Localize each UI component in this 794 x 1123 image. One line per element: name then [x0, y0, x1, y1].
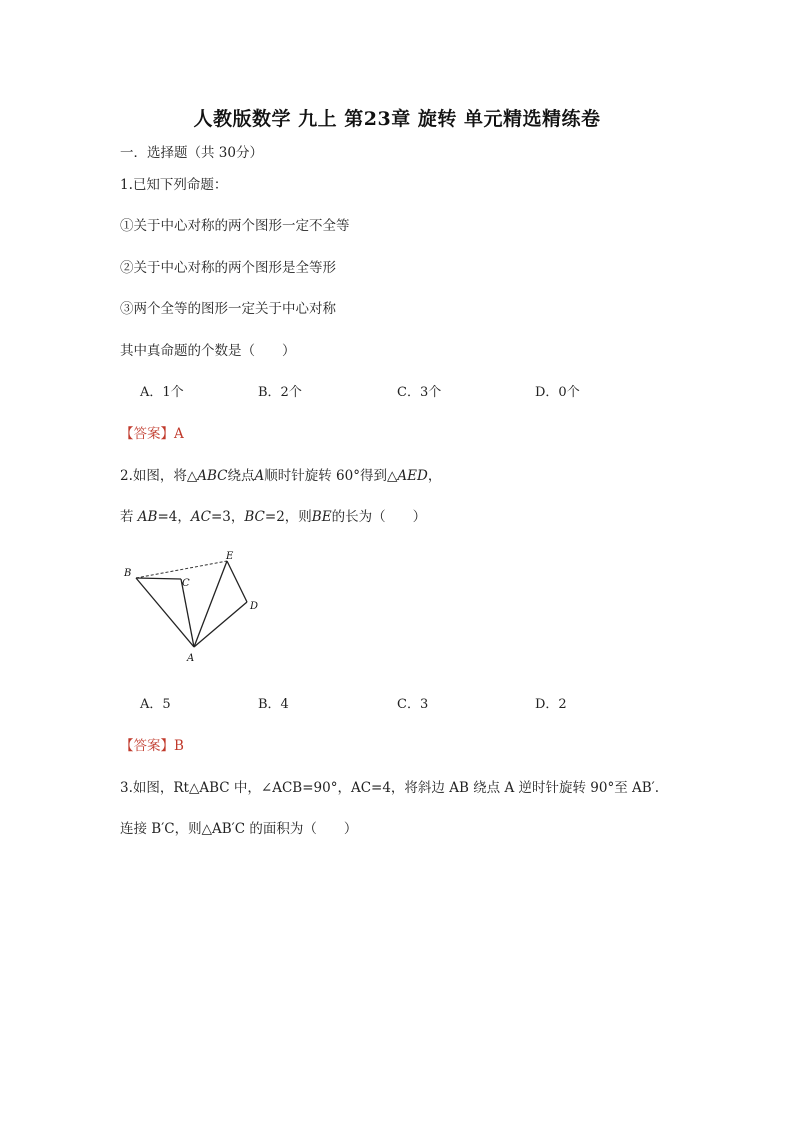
section-heading: 一．选择题（共 30分）: [120, 145, 263, 161]
label-a: A: [187, 653, 195, 664]
q1-proposition-2: ②关于中心对称的两个图形是全等形: [120, 260, 336, 276]
q1-option-c: C．3个: [397, 385, 442, 400]
q2-text: 若: [120, 509, 138, 525]
segment-ea: [194, 561, 227, 647]
q2-text: 顺时针旋转 60°得到△: [264, 468, 398, 484]
q2-answer: [120, 734, 184, 754]
q2-var: AB: [137, 509, 158, 525]
segment-bc: [136, 578, 181, 579]
q2-text: =2，则: [264, 509, 312, 525]
segment-ed: [227, 561, 247, 602]
q1-question: 其中真命题的个数是（ ）: [120, 343, 296, 359]
segment-be: [136, 561, 227, 578]
q2-stem-line2: [120, 505, 426, 525]
q2-option-b: B．4: [258, 697, 289, 712]
q1-answer: [120, 422, 184, 442]
q1-stem: 1.已知下列命题：: [120, 177, 228, 193]
q3-stem-line2: 连接 B′C，则△AB′C 的面积为（ ）: [120, 821, 358, 837]
q2-var: A: [254, 468, 265, 484]
label-d: D: [250, 601, 259, 612]
q2-text: 绕点: [227, 468, 255, 484]
q1-option-a: A．1个: [140, 385, 184, 400]
q2-text: 2.如图，将△: [120, 468, 198, 484]
q2-text: ，: [427, 468, 442, 484]
q2-var: ABC: [197, 468, 228, 484]
q2-text: =4，: [157, 509, 191, 525]
q2-option-c: C．3: [397, 697, 429, 712]
q2-stem-line1: [120, 464, 441, 484]
q1-proposition-3: ③两个全等的图形一定关于中心对称: [120, 301, 336, 317]
q2-figure: [118, 548, 278, 670]
label-c: C: [182, 578, 190, 589]
label-e: E: [226, 551, 234, 562]
q2-text: =3，: [210, 509, 245, 525]
q2-answer-tag: 【答案】: [120, 738, 174, 754]
q2-var: AED: [397, 468, 428, 484]
q2-var: AC: [190, 509, 211, 525]
q1-option-b: B．2个: [258, 385, 302, 400]
segment-ca: [181, 579, 194, 647]
q2-var: BE: [311, 509, 332, 525]
q1-answer-tag: 【答案】: [120, 426, 174, 442]
q2-option-a: A．5: [140, 697, 171, 712]
q1-answer-value: A: [174, 426, 184, 442]
q2-text: 的长为（ ）: [331, 509, 427, 525]
q1-proposition-1: ①关于中心对称的两个图形一定不全等: [120, 218, 350, 234]
label-b: B: [124, 568, 132, 579]
q2-option-d: D．2: [535, 697, 567, 712]
q2-var: BC: [244, 509, 265, 525]
document-title: 人教版数学 九上 第23章 旋转 单元精选精练卷: [193, 108, 601, 130]
q1-option-d: D．0个: [535, 385, 580, 400]
q2-answer-value: B: [174, 738, 184, 754]
q3-stem-line1: 3.如图，Rt△ABC 中，∠ACB=90°，AC=4，将斜边 AB 绕点 A 逆时针旋转 90°至 AB′.: [120, 780, 660, 796]
